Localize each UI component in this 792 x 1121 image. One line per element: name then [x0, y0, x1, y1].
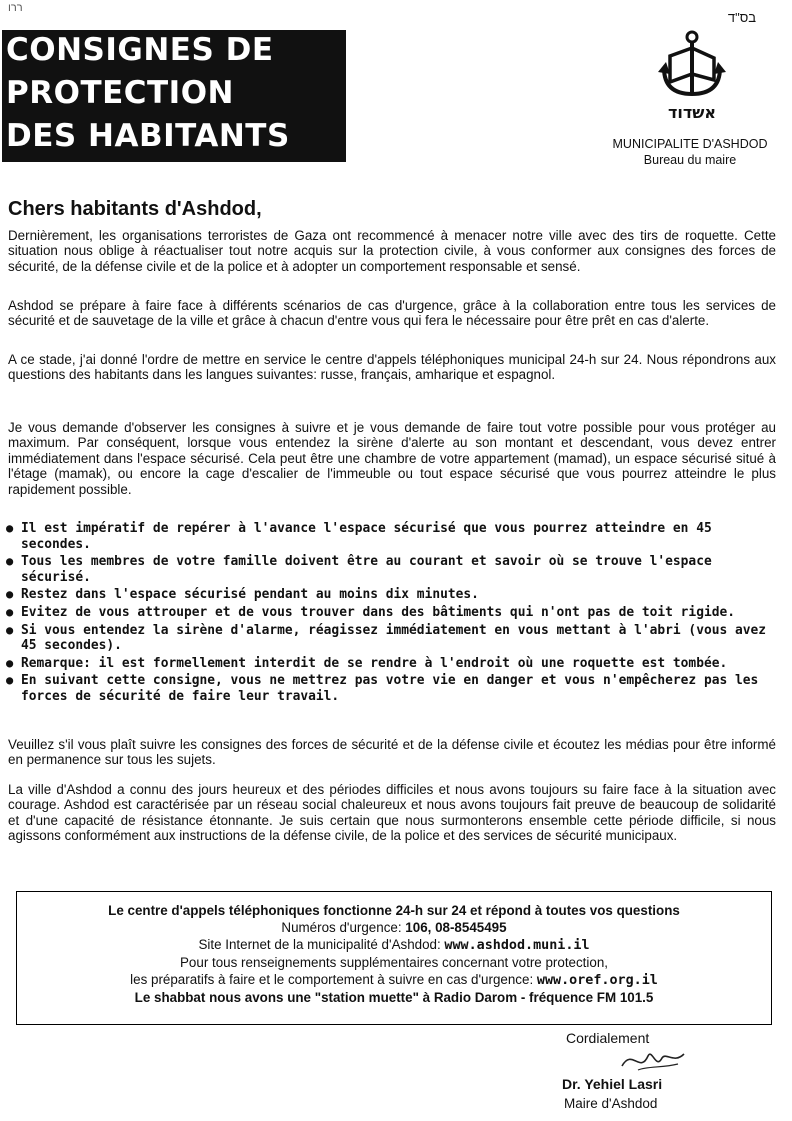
list-item: ● Evitez de vous attrouper et de vous trouver dans des bâtiments qui n'ont pas de toit rigide. — [6, 605, 776, 621]
greeting: Chers habitants d'Ashdod, — [8, 198, 262, 220]
website-url[interactable]: www.ashdod.muni.il — [444, 938, 590, 953]
mayor-title: Maire d'Ashdod — [564, 1096, 658, 1111]
title-line-2: PROTECTION — [6, 75, 234, 111]
list-item: ● Remarque: il est formellement interdit de se rendre à l'endroit où une roquette est tombée. — [6, 656, 776, 672]
header-hebrew: בס"ד — [727, 10, 756, 25]
info-shabbat: Le shabbat nous avons une "station muette" à Radio Darom - fréquence FM 101.5 — [134, 990, 654, 1005]
info-callcenter: Le centre d'appels téléphoniques fonctionne 24-h sur 24 et répond à toutes vos questions — [108, 903, 680, 918]
signature-icon — [618, 1044, 688, 1074]
info-more: Pour tous renseignements supplémentaires concernant votre protection, — [180, 955, 608, 970]
mayor-name: Dr. Yehiel Lasri — [562, 1076, 663, 1092]
website-label: Site Internet de la municipalité d'Ashdod: — [198, 937, 445, 952]
paragraph-intro-4: Je vous demande d'observer les consignes à suivre et je vous demande de faire tout votre possible pour vous protéger au maximum. Par conséquent, lorsque vous entendez la sirène d'alerte au son montant et descendant, vous devez entrer immédiatement dans l'espace sécurisé. Cela peut être une chambre de votre appartement (mamad), un espace sécurisé situé à l'étage (mamak), ou encore la cage d'escalier de l'immeuble ou tout espace sécurisé que vous pourrez atteindre le plus rapidement possible. — [8, 420, 776, 497]
logo-hebrew-text: אשדוד — [667, 103, 717, 122]
emergency-numbers: 106, 08-8545495 — [405, 920, 507, 935]
corner-mark: ררו — [8, 2, 23, 14]
instructions-list — [6, 521, 776, 707]
list-item: ● En suivant cette consigne, vous ne mettrez pas votre vie en danger et vous n'empêcherez pas les forces de sécurité de faire leur travail. — [6, 673, 776, 704]
closing: Cordialement — [566, 1030, 650, 1046]
paragraph-outro-1: Veuillez s'il vous plaît suivre les consignes des forces de sécurité et de la défense civile et écoutez les médias pour être informé en permanence sur tous les sujets. — [8, 737, 776, 768]
emergency-label: Numéros d'urgence: — [281, 920, 406, 935]
list-item: ● Tous les membres de votre famille doivent être au courant et savoir où se trouve l'espace sécurisé. — [6, 554, 776, 585]
title-line-1: CONSIGNES DE — [6, 32, 274, 68]
info-emergency — [17, 919, 771, 936]
municipality-name: MUNICIPALITE D'ASHDOD — [612, 137, 768, 151]
paragraph-intro-3: A ce stade, j'ai donné l'ordre de mettre en service le centre d'appels téléphoniques municipal 24-h sur 24. Nous répondrons aux questions des habitants dans les langues suivantes: russe, français, amharique et espagnol. — [8, 352, 776, 383]
info-box — [16, 891, 772, 1025]
paragraph-outro-2: La ville d'Ashdod a connu des jours heureux et des périodes difficiles et nous avons toujours su faire face à la situation avec courage. Ashdod est caractérisée par un réseau social chaleureux et nous avons toujours fait preuve de beaucoup de solidarité et d'une capacité de résistance étonnante. Je suis certain que nous surmonterons ensemble cette période difficile, si nous agissons conformément aux instructions de la défense civile, de la police et des services de sécurité municipaux. — [8, 782, 776, 844]
list-item: ● Il est impératif de repérer à l'avance l'espace sécurisé que vous pourrez atteindre en 45 secondes. — [6, 521, 776, 552]
title-banner — [2, 30, 346, 162]
anchor-logo-icon — [656, 28, 728, 124]
municipality-office: Bureau du maire — [643, 153, 737, 167]
paragraph-intro-1: Dernièrement, les organisations terroristes de Gaza ont recommencé à menacer notre ville avec des tirs de roquette. Cette situation nous oblige à réactualiser tout notre acquis sur la protection civile, à vous conformer aux consignes des forces de sécurité, de la défense civile et de la police et à adopter un comportement responsable et sensé. — [8, 228, 776, 274]
paragraph-intro-2: Ashdod se prépare à faire face à différents scénarios de cas d'urgence, grâce à la collaboration entre tous les services de sécurité et de sauvetage de la ville et grâce à chacun d'entre vous qui fera le nécessaire pour être prêt en cas d'alerte. — [8, 298, 776, 329]
title-line-3: DES HABITANTS — [6, 118, 290, 154]
list-item: ● Restez dans l'espace sécurisé pendant au moins dix minutes. — [6, 587, 776, 603]
oref-url[interactable]: www.oref.org.il — [536, 973, 658, 988]
oref-label: les préparatifs à faire et le comportement à suivre en cas d'urgence: — [130, 972, 537, 987]
info-oref — [17, 971, 771, 989]
municipality-block — [600, 136, 780, 168]
info-website — [17, 936, 771, 954]
list-item: ● Si vous entendez la sirène d'alarme, réagissez immédiatement en vous mettant à l'abri (vous avez 45 secondes). — [6, 623, 776, 654]
